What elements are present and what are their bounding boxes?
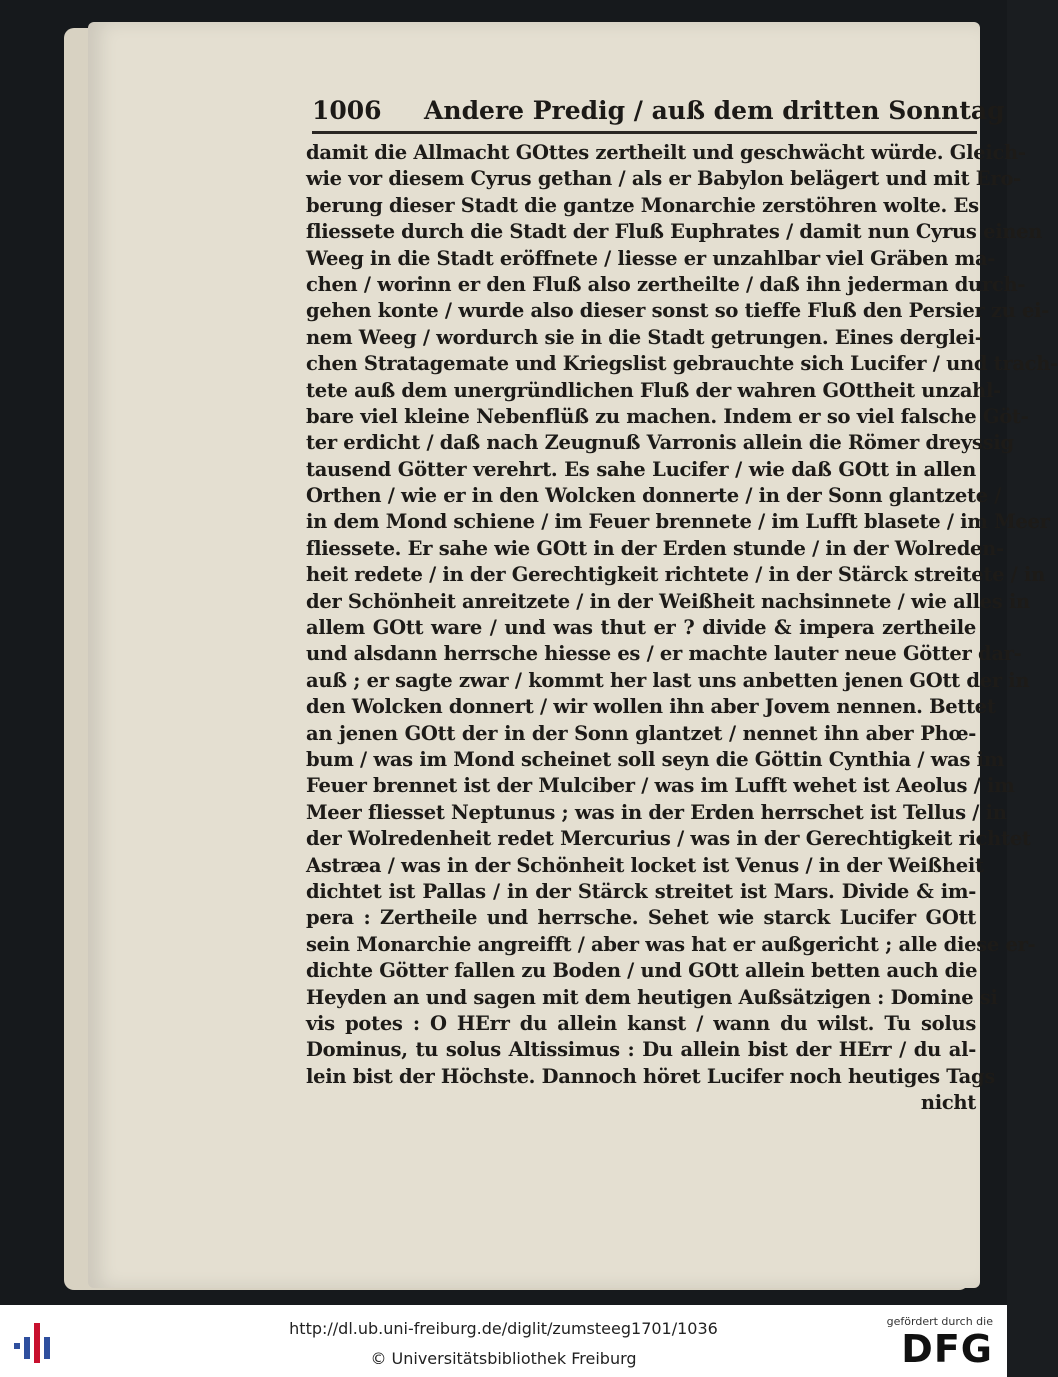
text-line: und alsdann herrsche hiesse es / er machte lauter neue Götter dar- xyxy=(306,642,1022,666)
text-line: der Schönheit anreitzete / in der Weißheit nachsinnete / wie alles in xyxy=(306,589,1030,613)
text-line: pera : Zertheile und herrsche. Sehet wie starck Lucifer GOtt xyxy=(306,906,976,930)
text-line: bare viel kleine Nebenflüß zu machen. Indem er so viel falsche Göt- xyxy=(306,404,1029,428)
text-line: allem GOtt ware / und was thut er ? divide & impera zertheile xyxy=(306,616,976,640)
text-line: damit die Allmacht GOttes zertheilt und geschwächt würde. Gleich- xyxy=(306,141,1026,164)
page-header xyxy=(312,96,1005,132)
text-line: vis potes : O HErr du allein kanst / wann du wilst. Tu solus xyxy=(306,1011,976,1035)
dfg-logo-icon: DFG xyxy=(901,1327,993,1371)
text-line: sein Monarchie angreifft / aber was hat er außgericht ; alle diese er- xyxy=(306,932,1036,956)
text-line: tausend Götter verehrt. Es sahe Lucifer / wie daß GOtt in allen xyxy=(306,457,976,481)
text-line: lein bist der Höchste. Dannoch höret Lucifer noch heutiges Tags xyxy=(306,1064,995,1088)
text-line: fliessete durch die Stadt der Fluß Euphrates / damit nun Cyrus einen xyxy=(306,220,1043,244)
viewer-footer xyxy=(0,1305,1007,1377)
body-text xyxy=(306,140,1058,1116)
text-line: Heyden an und sagen mit dem heutigen Außsätzigen : Domine si xyxy=(306,985,998,1009)
text-line: den Wolcken donnert / wir wollen ihn aber Jovem nennen. Bettet xyxy=(306,695,996,719)
text-line: ter erdicht / daß nach Zeugnuß Varronis allein die Römer dreyssig xyxy=(306,431,1014,455)
text-line: chen / worinn er den Fluß also zertheilte / daß ihn jederman durch- xyxy=(306,272,1026,296)
text-line: tete auß dem unergründlichen Fluß der wahren GOttheit unzahl- xyxy=(306,378,1001,402)
text-line: dichte Götter fallen zu Boden / und GOtt allein betten auch die xyxy=(306,959,978,983)
text-line: gehen konte / wurde also dieser sonst so tieffe Fluß den Persier zu ei- xyxy=(306,299,1050,323)
text-line: fliessete. Er sahe wie GOtt in der Erden stunde / in der Wolreden- xyxy=(306,536,1004,560)
text-line: wie vor diesem Cyrus gethan / als er Babylon belägert und mit Ero- xyxy=(306,167,1021,191)
text-line: berung dieser Stadt die gantze Monarchie zerstöhren wolte. Es xyxy=(306,193,979,217)
text-line: der Wolredenheit redet Mercurius / was in der Gerechtigkeit richtet xyxy=(306,827,1031,851)
text-line: Dominus, tu solus Altissimus : Du allein bist der HErr / du al- xyxy=(306,1038,976,1062)
running-title: Andere Predig / auß dem dritten Sonntag xyxy=(424,96,1005,125)
text-line: heit redete / in der Gerechtigkeit richtete / in der Stärck streitete / in xyxy=(306,563,1045,587)
text-line: bum / was im Mond scheinet soll seyn die Göttin Cynthia / was im xyxy=(306,747,1005,771)
text-line: Orthen / wie er in den Wolcken donnerte / in der Sonn glantzete / xyxy=(306,484,1002,508)
funding-caption: gefördert durch die xyxy=(886,1315,993,1328)
text-line: an jenen GOtt der in der Sonn glantzet / nennet ihn aber Phœ- xyxy=(306,721,976,745)
page-number: 1006 xyxy=(312,96,382,125)
text-line: nem Weeg / wordurch sie in die Stadt getrungen. Eines derglei- xyxy=(306,325,983,349)
header-rule xyxy=(312,131,977,134)
text-line: Feuer brennet ist der Mulciber / was im Lufft wehet ist Aeolus / im xyxy=(306,774,1015,798)
text-line: in dem Mond schiene / im Feuer brennete / im Lufft blasete / im Meer xyxy=(306,510,1050,534)
text-line: auß ; er sagte zwar / kommt her last uns anbetten jenen GOtt der in xyxy=(306,668,1030,692)
text-line: Meer fliesset Neptunus ; was in der Erden herrschet ist Tellus / in xyxy=(306,800,1007,824)
text-line: Astræa / was in der Schönheit locket ist Venus / in der Weißheit xyxy=(306,853,984,877)
permalink-url[interactable]: http://dl.ub.uni-freiburg.de/diglit/zumsteeg1701/1036 xyxy=(289,1319,718,1338)
copyright-notice: © Universitätsbibliothek Freiburg xyxy=(370,1349,637,1368)
text-line: chen Stratagemate und Kriegslist gebrauchte sich Lucifer / und trach- xyxy=(306,352,1058,376)
text-line: Weeg in die Stadt eröffnete / liesse er unzahlbar viel Gräben ma- xyxy=(306,246,996,270)
text-line: dichtet ist Pallas / in der Stärck streitet ist Mars. Divide & im- xyxy=(306,879,976,903)
text-line: nicht xyxy=(920,1091,976,1115)
